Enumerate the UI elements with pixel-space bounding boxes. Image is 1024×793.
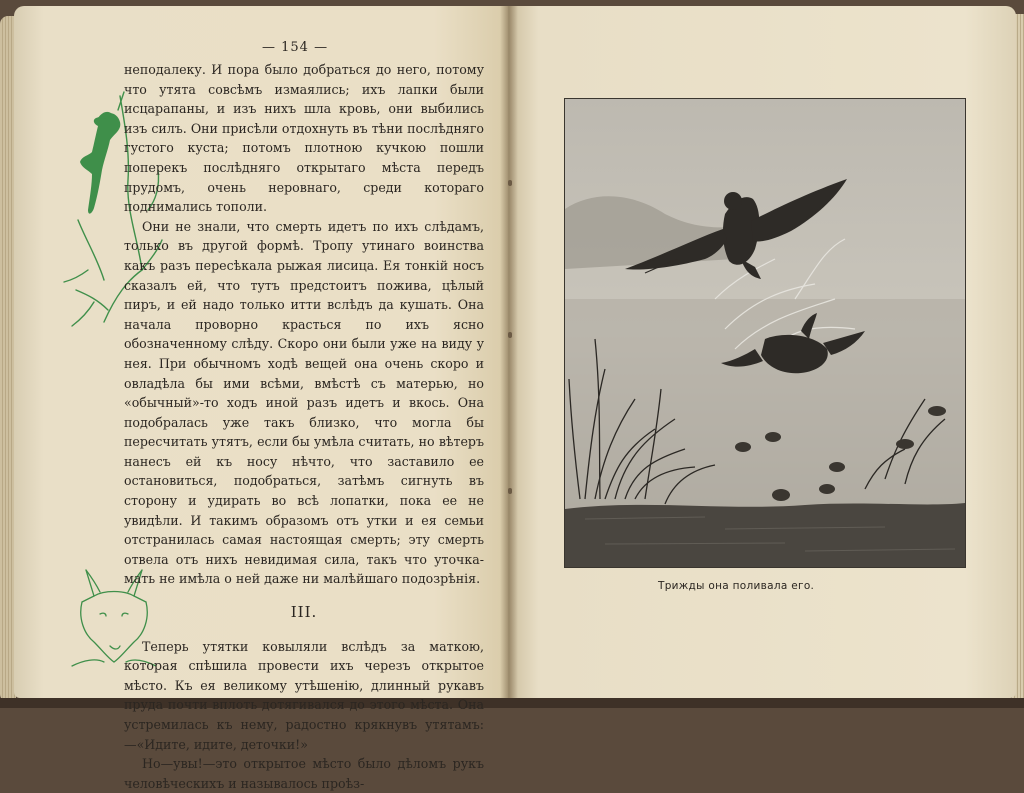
water-dark: [565, 503, 965, 567]
binding-stitch: [508, 488, 512, 494]
binding-stitch: [508, 332, 512, 338]
plate-illustration: [565, 99, 965, 567]
paragraph-3: Теперь утятки ковыляли вслѣдъ за маткою, которая спѣшила провести ихъ черезъ открытое мѣсто. Къ ея великому утѣшенію, длинный рукавъ пруда почти вплоть дотягивался до этого мѣста. Она устремилась къ нему, радостно крякнувъ утятамъ:—«Идите, идите, деточки!»: [124, 638, 484, 752]
paragraph-2: Они не знали, что смерть идетъ по ихъ слѣдамъ, только въ другой формѣ. Тропу утинаго воинства какъ разъ пересѣкала рыжая лисица. Ея тонкій носъ сказалъ ей, что тутъ предстоитъ пожива, цѣлый пиръ, и ей надо только итти вслѣдъ да кушать. Она начала проворно красться по ихъ ясно обозначенному слѣду. Скоро они были уже на виду у нея. При обычномъ ходѣ вещей она очень скоро и овладѣла бы ими всѣми, вмѣстѣ съ матерью, но «обычный»-то ходъ иной разъ идетъ и вкось. Она подобралась уже такъ близко, что могла бы пересчитать утятъ, если бы умѣла считать, но вѣтеръ нанесъ ей къ носу нѣчто, что заставило ее остановиться, подобраться, затѣмъ сигнуть въ сторону и удирать во всѣ лопатки, пока ее не увидѣли. И такимъ образомъ отъ утки и ея семьи отстранилась самая настоящая смерть; эту смерть отвела отъ нихъ невидимая сила, такъ что уточка-мать не имѣла о ней даже ни малѣйшаго подозрѣнія.: [124, 218, 484, 587]
binding-stitch: [508, 180, 512, 186]
paragraph-1: неподалеку. И пора было добраться до него, потому что утята совсѣмъ измаялись; ихъ лапки были исцарапаны, и изъ нихъ шла кровь, они выбились изъ силъ. Они присѣли отдохнуть въ тѣни послѣдняго густого куста; потомъ плотною кучкою пошли поперекъ послѣдняго открытаго мѣста передъ прудомъ, очень неровнаго, среди котораго поднимались тополи.: [124, 62, 484, 215]
paragraph-4: Но—увы!—это открытое мѣсто было дѣломъ рукъ человѣческихъ и называлось проѣз-: [124, 756, 484, 791]
left-page: [14, 6, 508, 791]
page-number: — 154 —: [262, 40, 329, 55]
plate-caption: Трижды она поливала его.: [658, 580, 815, 592]
book-gutter: [500, 6, 518, 698]
chapter-heading: III.: [290, 603, 318, 622]
eagle-and-duck-plate: [564, 98, 966, 568]
left-page-text: [124, 60, 484, 793]
